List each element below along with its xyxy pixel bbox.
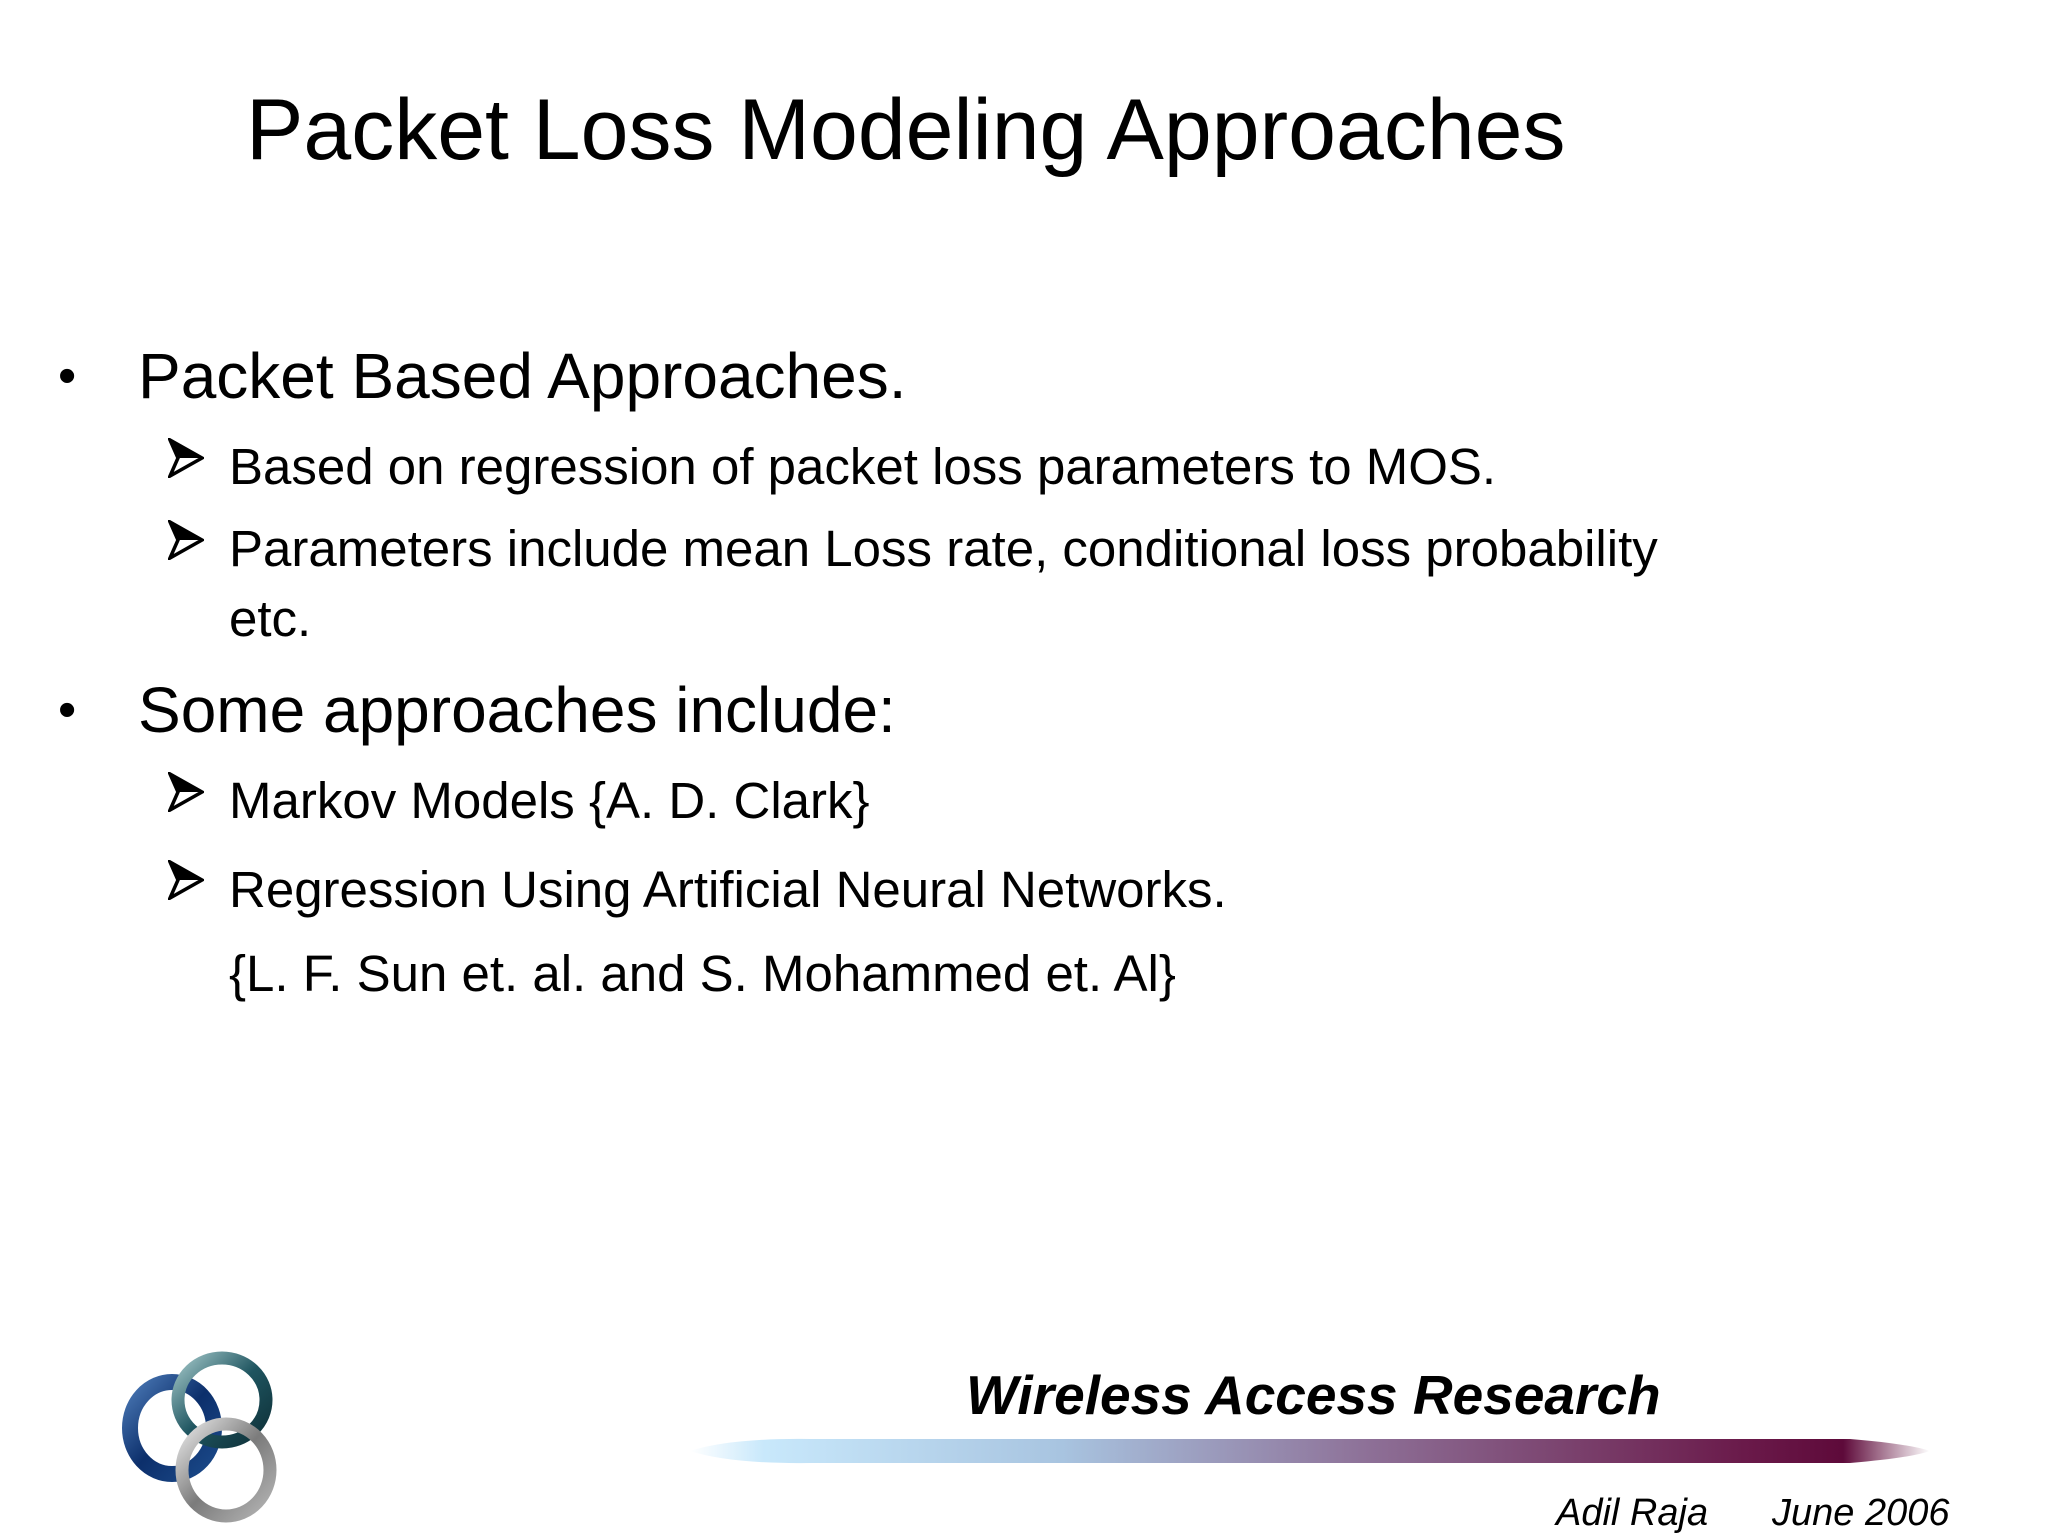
bullet-dot: • bbox=[58, 347, 77, 405]
sub-bullet-text: Regression Using Artificial Neural Networks. bbox=[229, 861, 1227, 918]
footer-gradient-bar bbox=[690, 1436, 1930, 1466]
bullet-item bbox=[58, 672, 896, 748]
bullet-item bbox=[58, 338, 907, 414]
slide-title: Packet Loss Modeling Approaches bbox=[246, 82, 1566, 178]
bullet-text: Packet Based Approaches. bbox=[138, 340, 907, 412]
sub-bullet-text: Based on regression of packet loss parameters to MOS. bbox=[229, 438, 1497, 495]
arrowhead-icon bbox=[168, 772, 204, 812]
interlocked-rings-logo bbox=[112, 1330, 312, 1530]
sub-bullet-item bbox=[168, 848, 1227, 1016]
footer-author: Adil Raja bbox=[1556, 1492, 1709, 1534]
footer-date: June 2006 bbox=[1772, 1492, 1950, 1534]
bullet-text: Some approaches include: bbox=[138, 674, 896, 746]
sub-bullet-text-continued: {L. F. Sun et. al. and S. Mohammed et. Al} bbox=[229, 945, 1176, 1002]
bullet-dot: • bbox=[58, 681, 77, 739]
sub-bullet-item bbox=[168, 766, 870, 836]
arrowhead-icon bbox=[168, 438, 204, 478]
sub-bullet-item bbox=[168, 432, 1496, 502]
sub-bullet-text: Markov Models {A. D. Clark} bbox=[229, 772, 870, 829]
sub-bullet-text: Parameters include mean Loss rate, conditional loss probability bbox=[229, 520, 1658, 577]
arrowhead-icon bbox=[168, 860, 204, 900]
arrowhead-icon bbox=[168, 520, 204, 560]
footer-brand: Wireless Access Research bbox=[966, 1364, 1661, 1426]
sub-bullet-item bbox=[168, 514, 1658, 654]
sub-bullet-text-continued: etc. bbox=[229, 590, 312, 647]
